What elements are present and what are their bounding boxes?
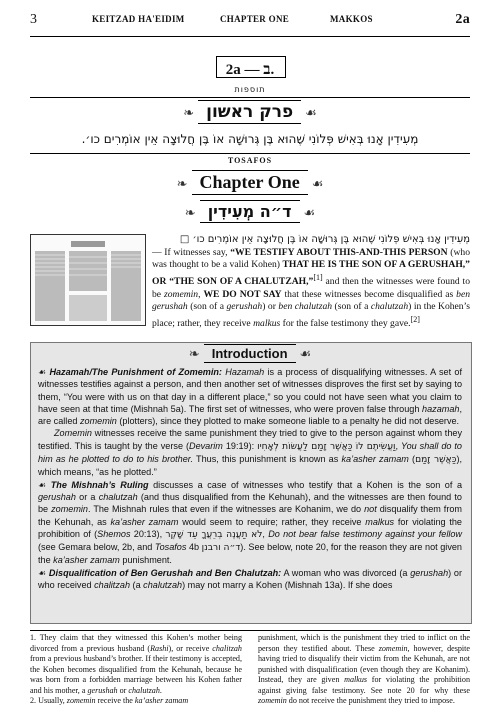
tosafos-translation: מְעִידִין אָנוּ בְּאִישׁ פְּלוֹנִי שֶׁהוּא בֶּן גְּרוּשָׁה אוֹ בֶּן חֲלוּצָה אֵין אוֹמְרִים כו׳ □ — If witnesses say, “WE TESTIFY ABOUT THIS-AND-THIS PERSON (who was thought to be a valid Kohen) THAT HE IS THE SON OF A GERUSHAH,” OR “THE SON OF A CHALUTZAH,”[1] and then the witnesses were found to be zomemin, WE DO NOT SAY that these witnesses become disqualified as ben gerushah (son of a gerushah) or ben chalutzah (son of a chalutzah) in the Kohen’s place; rather, they receive malkus for the false testimony they gave.[2] (152, 234, 470, 329)
header-rule (30, 36, 470, 37)
introduction-title: Introduction (204, 344, 296, 363)
talmud-page-thumbnail (30, 234, 146, 326)
dibbur-ornament (0, 200, 500, 223)
intro-paragraph-zomemin: Zomemin witnesses receive the same punishment they tried to give to the person against whom they testified. This is taught by the verse (Devarim 19:19): וַעֲשִׂיתֶם לוֹ כַּאֲשֶׁר זָמַם לַעֲשׂוֹת לְאָחִיו, You shall do to him as he plotted to do to his brother. Thus, this punishment is known as ka’asher zamam (כַּאֲשֶׁר זָמַם), which means, “as he plotted.” (38, 428, 462, 478)
footnotes-column-right: punishment, which is the punishment they tried to inflict on the person they testified about. These zomemin, however, despite having tried to disqualify their victim from the Kehunah, are not punished with disqualification (even though they are Kohanim). Instead, they are given malkus for violating the prohibition against giving false testimony. See note 20 for why these zomemin do not receive the punishment they tried to impose. (258, 633, 470, 705)
mishnah-hebrew-line: מְעִידִין אָנוּ בְּאִישׁ פְּלוֹנִי שֶׁהוּא בֶּן גְּרוּשָׁה אוֹ בֶּן חֲלוּצָה אֵין אוֹמְרִים כו׳. (81, 132, 419, 146)
thumbnail-page-image (31, 235, 145, 325)
tosafos-label: TOSAFOS (227, 156, 273, 165)
ornament-swash-left-icon: ❧ (183, 105, 195, 120)
ornament-swash-left-icon: ❧ (176, 176, 188, 191)
ornament-swash-left-icon: ❧ (184, 205, 196, 220)
dibbur-hamaschil: ד״ה מְעִידִין (200, 200, 300, 223)
running-title-3: MAKKOS (330, 14, 373, 24)
intro-paragraph-ruling: ☙ The Mishnah’s Ruling discusses a case of witnesses who testify that a Kohen is the son of a gerushah or a chalutzah (and thus disqualified from the Kehunah), and the witnesses are then found to be zomemin. The Mishnah rules that even if the witnesses are Kohanim, we do not disqualify them from the Kehunah, as ka’asher zamam would seem to require; rather, they receive malkus for violating the prohibition of (Shemos 20:13), לֹא תַעֲנֶה בְרֵעֲךָ עֵד שָׁקֶר, Do not bear false testimony against your fellow (see Gemara below, 2b, and Tosafos 4b ד״ה ורבנן). See below, note 20, for the reason they are not given the ka’asher zamam punishment. (38, 479, 462, 566)
page-number: 3 (30, 12, 38, 27)
tosafos-hebrew-label: תוספות (234, 85, 266, 94)
running-header (30, 14, 470, 30)
footnote-rule (30, 630, 470, 631)
introduction-text (38, 366, 462, 591)
tosafos-hebrew: מְעִידִין אָנוּ בְּאִישׁ פְּלוֹנִי שֶׁהוּא בֶּן גְּרוּשָׁה אוֹ בֶּן חֲלוּצָה אֵין אוֹמְרִים כו׳ □ (179, 234, 470, 245)
folio-number: 2a (455, 12, 470, 27)
intro-paragraph-disqualification: ☙ Disqualification of Ben Gerushah and Ben Chalutzah: A woman who was divorced (a gerushah) or who received chalitzah (a chalutzah) may not marry a Kohen (Mishnah 13a). If she does (38, 567, 463, 591)
chapter-title: Chapter One (192, 170, 308, 195)
daf-label: 2a — ב. (225, 62, 275, 78)
ornament-swash-right-icon: ☙ (303, 205, 316, 220)
ornament-swash-right-icon: ☙ (299, 346, 312, 361)
introduction-ornament (0, 344, 500, 363)
rule-bottom-tosafos (30, 153, 470, 154)
ornament-swash-right-icon: ☙ (311, 176, 324, 191)
perek-hebrew-title: פרק ראשון (198, 100, 301, 124)
bullet-square-icon: □ (179, 234, 190, 245)
running-title-2: CHAPTER ONE (220, 14, 290, 24)
chapter-ornament (0, 170, 500, 195)
footnote-1: 1. They claim that they witnessed this Kohen’s mother being divorced from a previous husband (Rashi), or receive chalitzah from a previous husband’s brother. If their testimony is accepted, the Kohen becomes disqualified from the Kehunah, because he was born from a forbidden marriage between his Kohen father and his mother, a gerushah or chalutzah. (30, 633, 242, 695)
footnotes-column-left (30, 633, 242, 707)
perek-ornament (0, 100, 500, 124)
footnote-2: 2. Usually, zomemin receive the ka’asher zamam (30, 696, 189, 705)
ornament-swash-right-icon: ☙ (305, 105, 317, 120)
section-marker-icon: ☙ (38, 567, 47, 578)
intro-paragraph-hazamah: ☙ Hazamah/The Punishment of Zomemin: Hazamah is a process of disqualifying witnesses. A set of witnesses testifies against a person, and then another set of witnesses disproves the first set by saying to them, “You were with us on that day in a different place,” so you could not have seen what you claim to have seen at that time (Mishnah 5a). The first set of witnesses, who were proven false through hazamah, are called zomemin (plotters), since they plotted to make someone liable to a penalty he did not deserve. (38, 367, 462, 427)
section-marker-icon: ☙ (38, 479, 47, 490)
section-marker-icon: ☙ (38, 367, 47, 377)
running-title-1: KEITZAD HA'EIDIM (92, 14, 185, 24)
ornament-swash-left-icon: ❧ (188, 346, 200, 361)
rule-top-tosafos (30, 97, 470, 98)
